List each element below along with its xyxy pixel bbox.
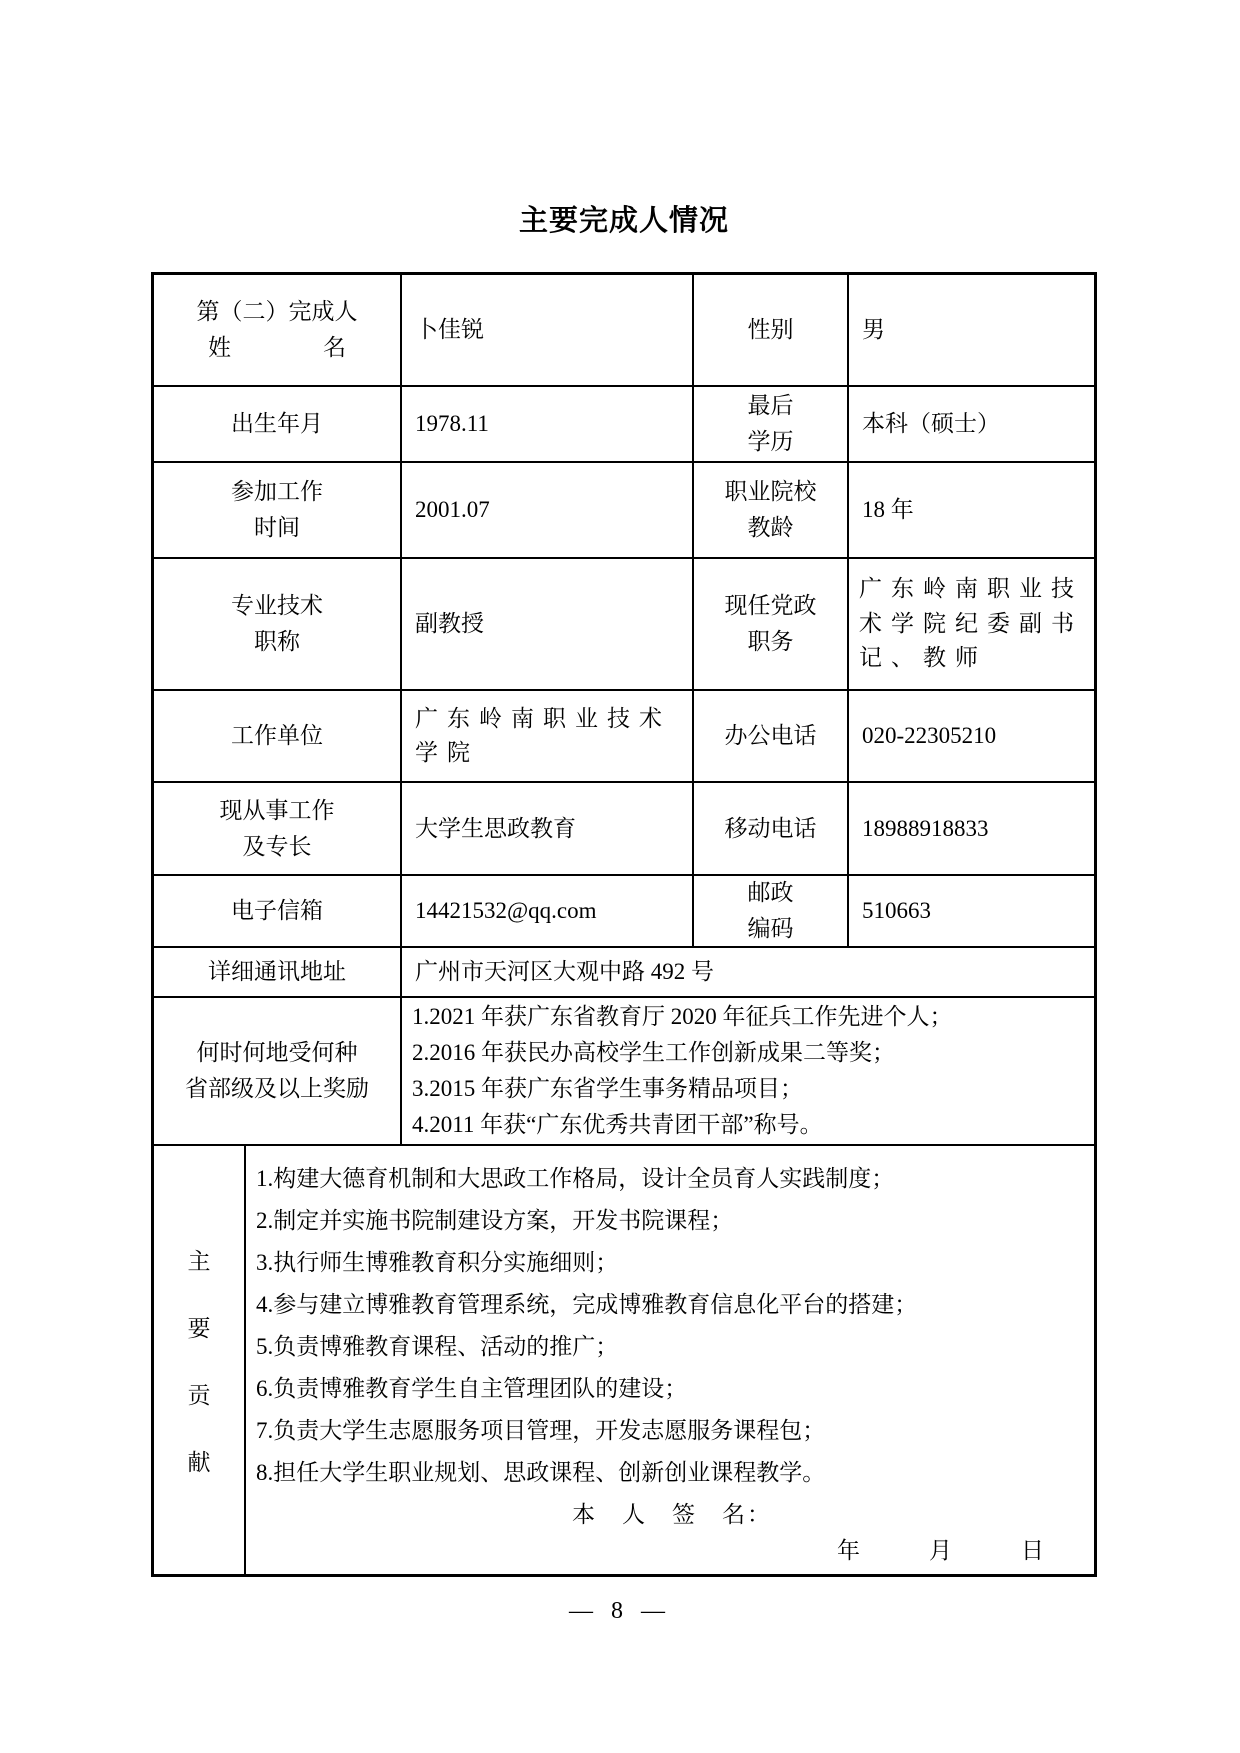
field-label-current-position bbox=[692, 559, 847, 689]
signature-label: 本 人 签 名： bbox=[572, 1502, 772, 1527]
contributions-label-char: 献 bbox=[187, 1450, 211, 1475]
address-text: 广州市天河区大观中路 492 号 bbox=[415, 959, 714, 985]
email-text: 14421532@qq.com bbox=[415, 898, 597, 924]
table-row-birth bbox=[154, 385, 1094, 461]
mobile-phone-text: 18988918833 bbox=[862, 815, 989, 841]
field-label-mobile-phone bbox=[692, 783, 847, 874]
field-label-teaching-years bbox=[692, 463, 847, 557]
last-education-text: 本科（硕士） bbox=[862, 411, 1000, 437]
contribution-item: 3.执行师生博雅教育积分实施细则； bbox=[256, 1250, 619, 1275]
field-value-work-start bbox=[400, 463, 692, 557]
field-value-gender bbox=[847, 275, 1094, 385]
field-label-gender bbox=[692, 275, 847, 385]
contribution-item: 2.制定并实施书院制建设方案，开发书院课程； bbox=[256, 1208, 734, 1233]
field-value-work-unit bbox=[400, 691, 692, 781]
field-label-current-work bbox=[154, 783, 400, 874]
field-label-completer-name-line1: 第（二）完成人 bbox=[196, 299, 358, 325]
field-label-birth-date bbox=[154, 387, 400, 461]
postal-code-label-line2: 编码 bbox=[747, 916, 794, 941]
last-education-label-line2: 学历 bbox=[747, 429, 794, 454]
awards-label-line2: 省部级及以上奖励 bbox=[185, 1076, 369, 1101]
field-label-completer-name-line2: 姓 名 bbox=[208, 335, 346, 360]
field-label-last-education bbox=[692, 387, 847, 461]
contributions-label-char: 要 bbox=[187, 1316, 211, 1341]
work-start-label-line1: 参加工作 bbox=[231, 479, 323, 505]
table-row-address bbox=[154, 946, 1094, 996]
completer-name-text: 卜佳锐 bbox=[415, 317, 484, 343]
page-number: — 8 — bbox=[569, 1598, 671, 1624]
contribution-item: 1.构建大德育机制和大思政工作格局，设计全员育人实践制度； bbox=[256, 1166, 895, 1191]
contribution-item: 5.负责博雅教育课程、活动的推广； bbox=[256, 1334, 619, 1359]
field-value-current-position bbox=[847, 559, 1094, 689]
field-value-completer-name bbox=[400, 275, 692, 385]
current-work-label-line1: 现从事工作 bbox=[219, 797, 335, 823]
table-row-awards bbox=[154, 996, 1094, 1144]
award-item: 3.2015 年获广东省学生事务精品项目； bbox=[412, 1076, 803, 1101]
work-unit-text: 广东岭南职业技术学院 bbox=[415, 705, 671, 765]
page-title: 主要完成人情况 bbox=[518, 205, 729, 237]
gender-text: 男 bbox=[862, 317, 885, 343]
field-value-awards bbox=[400, 998, 1094, 1144]
work-start-text: 2001.07 bbox=[415, 497, 490, 523]
teaching-years-label-line1: 职业院校 bbox=[724, 479, 817, 505]
last-education-label-line1: 最后 bbox=[747, 393, 794, 419]
contribution-item: 8.担任大学生职业规划、思政课程、创新创业课程教学。 bbox=[256, 1460, 826, 1485]
table-row-title bbox=[154, 557, 1094, 689]
field-label-email bbox=[154, 876, 400, 946]
mobile-phone-label-text: 移动电话 bbox=[724, 815, 817, 841]
contribution-item: 4.参与建立博雅教育管理系统，完成博雅教育信息化平台的搭建； bbox=[256, 1292, 918, 1317]
postal-code-label-line1: 邮政 bbox=[747, 880, 794, 906]
table-row-name bbox=[154, 275, 1094, 385]
field-value-last-education bbox=[847, 387, 1094, 461]
postal-code-text: 510663 bbox=[862, 898, 931, 924]
work-start-label-line2: 时间 bbox=[254, 515, 300, 540]
table-row-work-start bbox=[154, 461, 1094, 557]
field-value-teaching-years bbox=[847, 463, 1094, 557]
field-value-contributions bbox=[244, 1146, 1094, 1574]
contribution-item: 6.负责博雅教育学生自主管理团队的建设； bbox=[256, 1376, 688, 1401]
birth-label-text: 出生年月 bbox=[231, 411, 323, 437]
current-position-text: 广东岭南职业技术学院纪委副书记、教师 bbox=[859, 576, 1083, 671]
field-label-office-phone bbox=[692, 691, 847, 781]
professional-title-label-line1: 专业技术 bbox=[231, 593, 323, 619]
gender-label-text: 性别 bbox=[747, 317, 794, 343]
field-value-professional-title bbox=[400, 559, 692, 689]
field-label-awards bbox=[154, 998, 400, 1144]
completer-info-table bbox=[151, 272, 1097, 1577]
field-value-current-work bbox=[400, 783, 692, 874]
contributions-label-char: 贡 bbox=[187, 1383, 211, 1408]
field-label-work-start bbox=[154, 463, 400, 557]
current-position-label-line1: 现任党政 bbox=[724, 593, 817, 619]
table-row-email bbox=[154, 874, 1094, 946]
professional-title-label-line2: 职称 bbox=[254, 629, 300, 654]
award-item: 1.2021 年获广东省教育厅 2020 年征兵工作先进个人； bbox=[412, 1004, 953, 1029]
date-label: 年 月 日 bbox=[837, 1538, 1044, 1563]
current-position-label-line2: 职务 bbox=[747, 629, 794, 654]
field-value-office-phone bbox=[847, 691, 1094, 781]
professional-title-text: 副教授 bbox=[415, 611, 484, 637]
table-row-work-unit bbox=[154, 689, 1094, 781]
birth-date-text: 1978.11 bbox=[415, 411, 489, 437]
field-label-work-unit bbox=[154, 691, 400, 781]
address-label-text: 详细通讯地址 bbox=[208, 959, 346, 985]
work-unit-label-text: 工作单位 bbox=[231, 723, 323, 749]
awards-label-line1: 何时何地受何种 bbox=[196, 1040, 358, 1066]
field-label-postal-code bbox=[692, 876, 847, 946]
field-label-professional-title bbox=[154, 559, 400, 689]
office-phone-text: 020-22305210 bbox=[862, 723, 997, 749]
current-work-label-line2: 及专长 bbox=[242, 833, 312, 859]
field-value-email bbox=[400, 876, 692, 946]
current-work-text: 大学生思政教育 bbox=[415, 815, 576, 841]
award-item: 2.2016 年获民办高校学生工作创新成果二等奖； bbox=[412, 1040, 895, 1065]
award-item: 4.2011 年获“广东优秀共青团干部”称号。 bbox=[412, 1112, 823, 1137]
table-row-contributions bbox=[154, 1144, 1094, 1574]
field-label-contributions bbox=[154, 1146, 244, 1574]
teaching-years-label-line2: 教龄 bbox=[747, 515, 794, 540]
field-value-mobile-phone bbox=[847, 783, 1094, 874]
field-label-completer-name bbox=[154, 275, 400, 385]
field-value-birth-date bbox=[400, 387, 692, 461]
contributions-label-char: 主 bbox=[187, 1249, 211, 1274]
field-value-postal-code bbox=[847, 876, 1094, 946]
office-phone-label-text: 办公电话 bbox=[724, 723, 817, 749]
field-label-address bbox=[154, 948, 400, 996]
field-value-address bbox=[400, 948, 1094, 996]
email-label-text: 电子信箱 bbox=[231, 898, 323, 924]
table-row-current-work bbox=[154, 781, 1094, 874]
contribution-item: 7.负责大学生志愿服务项目管理，开发志愿服务课程包； bbox=[256, 1418, 826, 1443]
teaching-years-text: 18 年 bbox=[862, 497, 914, 523]
